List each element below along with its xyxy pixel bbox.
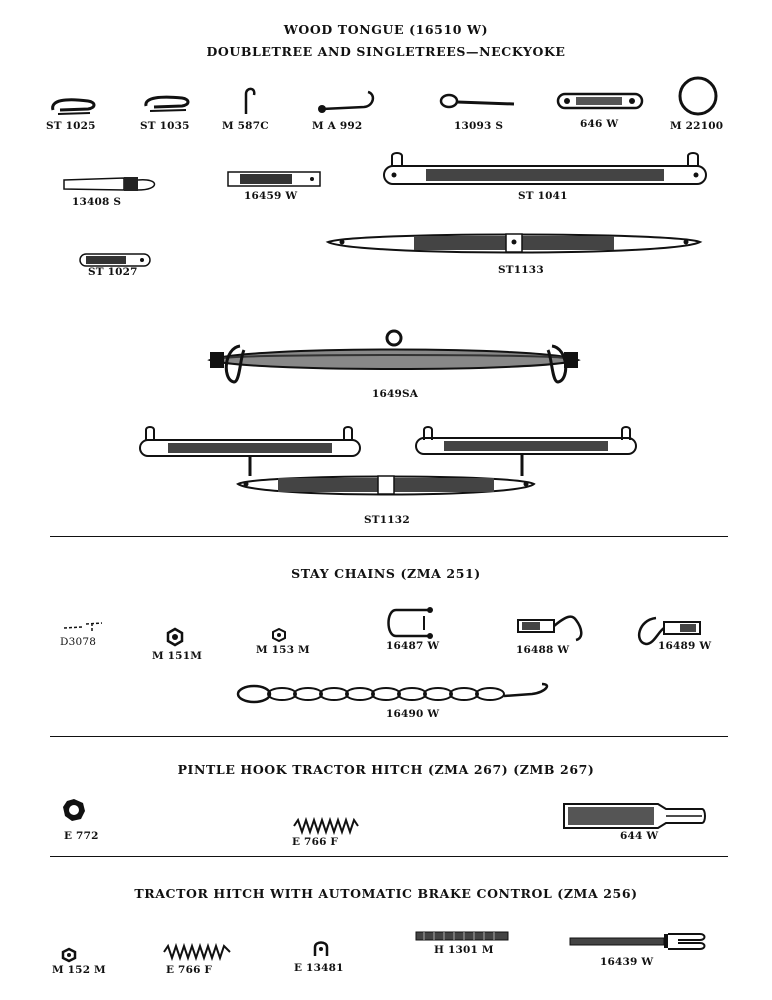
pin-part-image [316,90,378,116]
part-label: 16487 W [386,640,440,652]
clevis-rod-part-image [568,926,708,956]
eyebolt-part-image [440,92,516,112]
drawbar-part-image [562,800,708,830]
section-title-wood-tongue: WOOD TONGUE (16510 W) [283,22,489,37]
section-title-doubletree: DOUBLETREE AND SINGLETREES—NECKYOKE [206,44,566,59]
section-divider [50,736,728,737]
washer-part-image [62,798,86,822]
clip-part-image [312,940,330,958]
bar-part-image [226,170,322,188]
part-label: M A 992 [312,120,363,132]
part-label: 16490 W [386,708,440,720]
part-label: E 13481 [294,962,344,974]
hook-part-image [516,612,588,642]
part-label: M 151M [152,650,203,662]
nut-part-image [272,628,286,642]
singletree-part-image [382,152,708,188]
part-label: 13093 S [454,120,504,132]
nut-part-image [166,628,184,646]
section-divider [50,536,728,537]
hook-part-image [240,86,260,116]
part-label: 16439 W [600,956,654,968]
section-title-pintle-hook: PINTLE HOOK TRACTOR HITCH (ZMA 267) (ZMB 267) [177,762,595,777]
part-label: ST 1035 [140,120,190,132]
part-label: 16488 W [516,644,570,656]
part-label: 16459 W [244,190,298,202]
part-label: E 772 [64,830,99,842]
part-label: E 766 F [292,836,339,848]
clevis-part-image [384,606,440,640]
doubletree-part-image [324,230,704,262]
part-label: M 587C [222,120,269,132]
part-label: ST 1041 [518,190,568,202]
spring-part-image [162,944,232,960]
part-label: M 22100 [670,120,724,132]
chain-part-image [236,682,558,708]
part-label: E 766 F [166,964,213,976]
part-label: M 153 M [256,644,310,656]
part-label: D3078 [60,636,97,648]
section-title-tractor-hitch-brake: TRACTOR HITCH WITH AUTOMATIC BRAKE CONTROL (ZMA 256) [134,886,638,901]
part-label: 644 W [620,830,659,842]
section-divider [50,856,728,857]
evener-assembly-part-image [138,426,638,510]
part-label: 1649SA [372,388,419,400]
part-label: H 1301 M [434,944,494,956]
neckyoke-part-image [204,328,584,388]
part-label: 646 W [580,118,619,130]
clevis-part-image [142,94,192,116]
rod-part-image [414,930,510,942]
part-label: ST1132 [364,514,410,526]
strap-part-image [62,174,162,196]
spring-part-image [292,818,360,834]
part-label: ST1133 [498,264,544,276]
link-part-image [62,620,108,634]
part-label: 16489 W [658,640,712,652]
part-label: 13408 S [72,196,122,208]
section-title-stay-chains: STAY CHAINS (ZMA 251) [291,566,481,581]
part-label: ST 1025 [46,120,96,132]
ring-part-image [676,76,720,120]
part-label: ST 1027 [88,266,138,278]
strap-part-image [556,90,644,112]
part-label: M 152 M [52,964,106,976]
nut-part-image [62,948,76,962]
clevis-part-image [48,96,98,118]
